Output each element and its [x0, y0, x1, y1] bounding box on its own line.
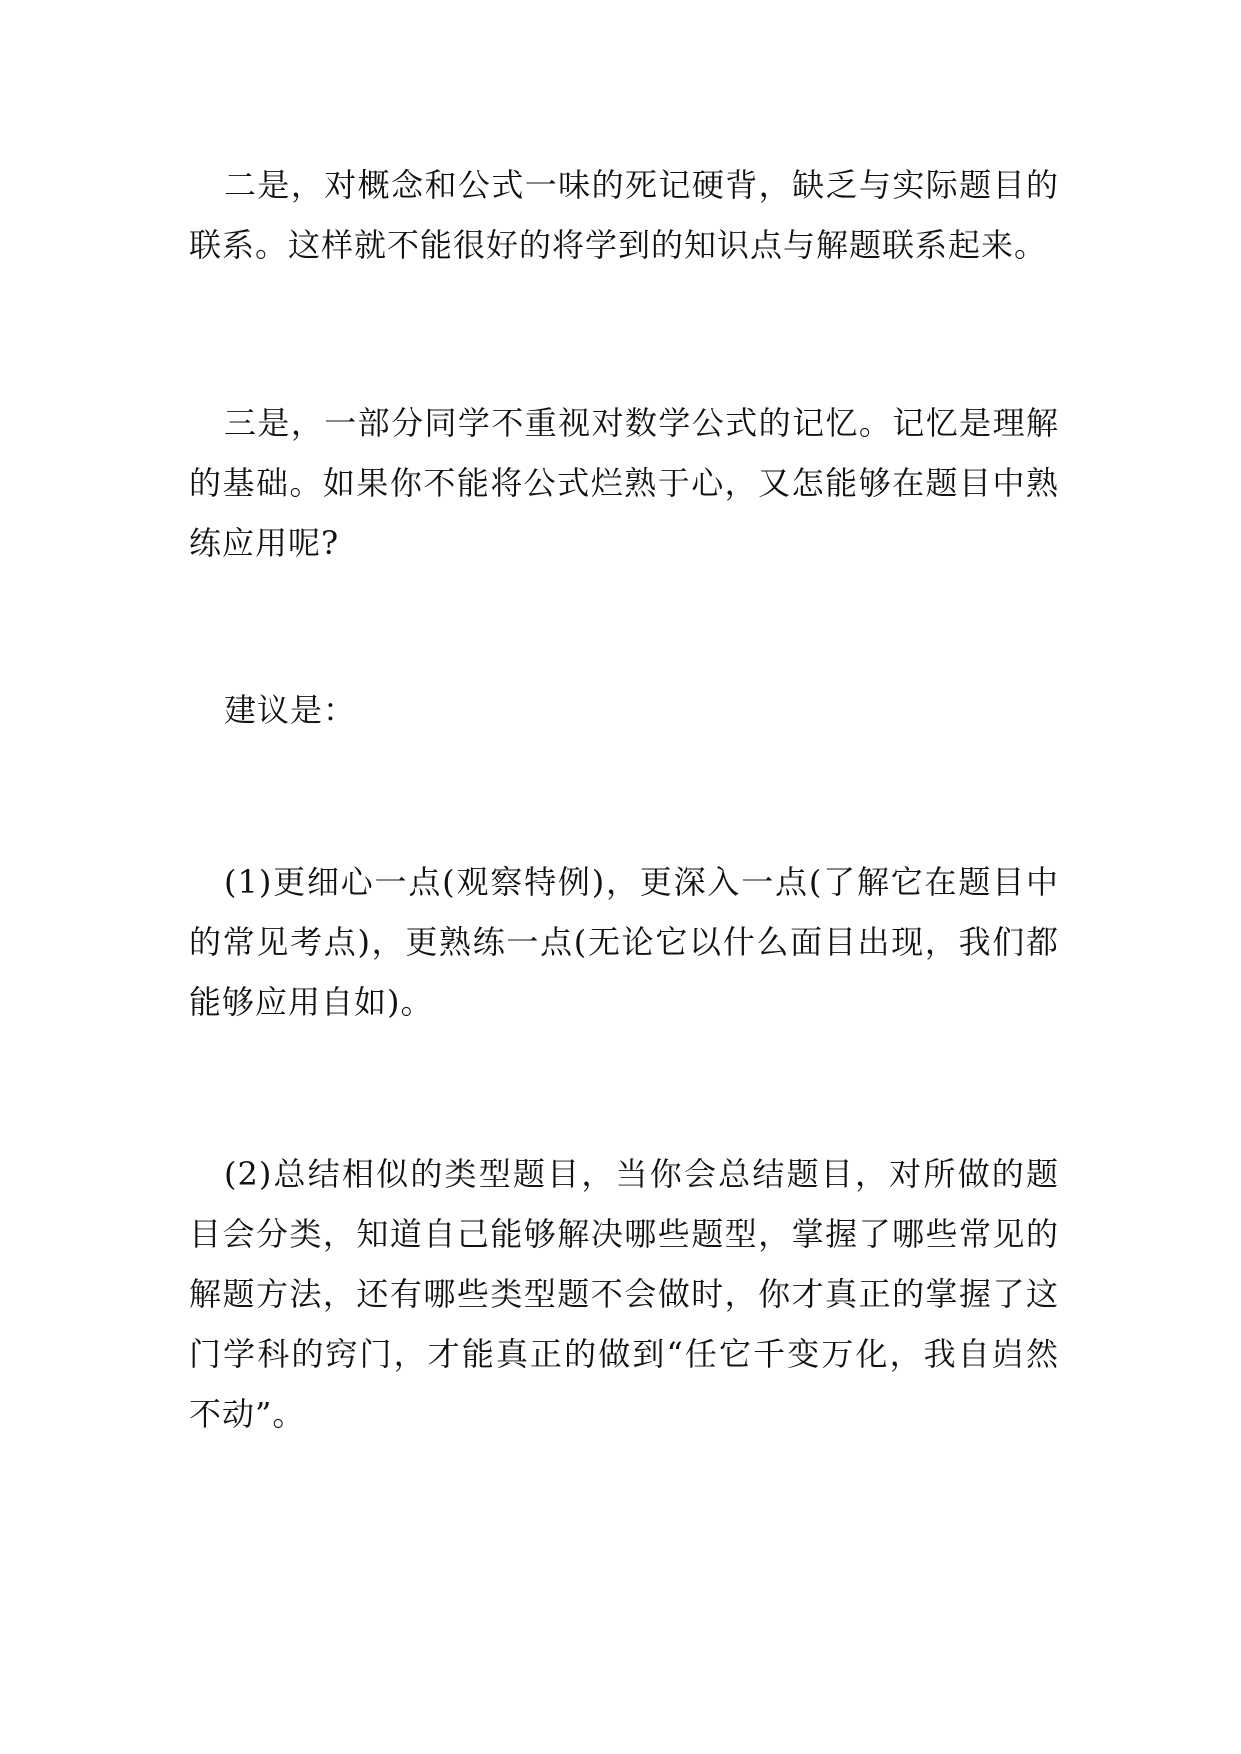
- paragraph-point-three: 三是，一部分同学不重视对数学公式的记忆。记忆是理解的基础。如果你不能将公式烂熟于心，又怎能够在题目中熟练应用呢?: [189, 404, 1059, 562]
- paragraph-suggestion-one: (1)更细心一点(观察特例)，更深入一点(了解它在题目中的常见考点)，更熟练一点(无论它以什么面目出现，我们都能够应用自如)。: [189, 863, 1059, 1021]
- paragraph-suggestion-heading: 建议是：: [224, 691, 357, 729]
- paragraph-point-two: 二是，对概念和公式一味的死记硬背，缺乏与实际题目的联系。这样就不能很好的将学到的知识点与解题联系起来。: [189, 166, 1059, 264]
- paragraph-suggestion-two: (2)总结相似的类型题目，当你会总结题目，对所做的题目会分类，知道自己能够解决哪些题型，掌握了哪些常见的解题方法，还有哪些类型题不会做时，你才真正的掌握了这门学科的窍门，才能真正的做到“任它千变万化，我自岿然不动”。: [189, 1155, 1059, 1433]
